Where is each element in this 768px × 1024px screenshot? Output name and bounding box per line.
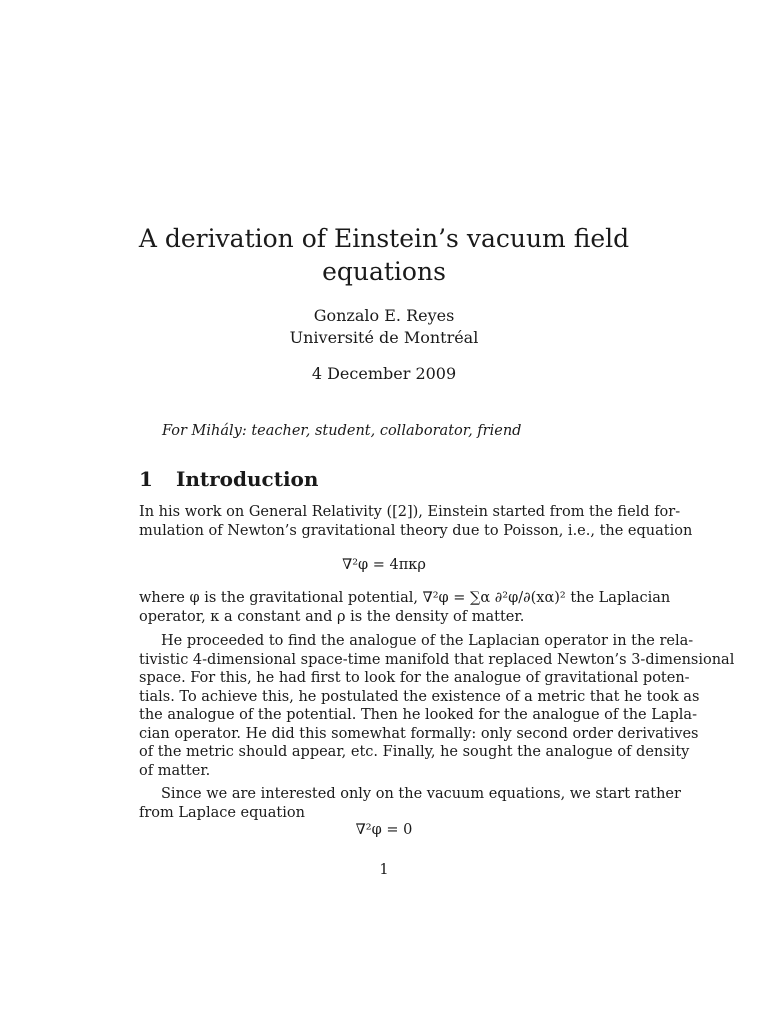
author-affiliation: Université de Montréal [289,328,479,347]
title-line-1: A derivation of Einstein’s vacuum field [138,224,630,253]
paragraph-line: In his work on General Relativity ([2]), Einstein started from the field for- [139,504,681,520]
paragraph-line: tials. To achieve this, he postulated the existence of a metric that he took as [139,688,700,705]
paragraph-line: mulation of Newton’s gravitational theory due to Poisson, i.e., the equation [139,522,693,539]
author-name: Gonzalo E. Reyes [313,306,455,325]
section-title: Introduction [176,467,319,491]
equation-poisson: ∇²φ = 4πκρ [342,557,426,573]
equation-laplace: ∇²φ = 0 [355,822,413,838]
paper-title [0,222,768,288]
paragraph-line: of matter. [139,762,211,779]
paragraph-line: cian operator. He did this somewhat formally: only second order derivatives [139,725,699,742]
paragraph-line: from Laplace equation [139,804,305,821]
dedication: For Mihály: teacher, student, collaborator, friend [162,423,522,439]
paragraph-line: operator, κ a constant and ρ is the density of matter. [139,608,525,625]
title-line-2: equations [322,257,446,286]
paragraph-2 [139,589,671,626]
paragraph-1 [139,503,693,540]
paragraph-line: He proceeded to find the analogue of the Laplacian operator in the rela- [161,633,694,649]
paragraph-line: of the metric should appear, etc. Finally, he sought the analogue of density [139,744,690,760]
paragraph-line: the analogue of the potential. Then he looked for the analogue of the Lapla- [139,707,697,723]
paragraph-line: where φ is the gravitational potential, ∇²φ = ∑α ∂²φ/∂(xα)² the Laplacian [139,590,671,606]
section-heading [139,465,318,493]
paper-date: 4 December 2009 [311,364,457,383]
section-number: 1 [139,467,153,491]
paragraph-line: space. For this, he had first to look for the analogue of gravitational poten- [139,670,690,686]
paragraph-4 [139,785,681,822]
page-number: 1 [379,862,389,878]
author-block [0,305,768,349]
paragraph-line: Since we are interested only on the vacuum equations, we start rather [161,786,681,802]
paragraph-3 [139,632,735,780]
paragraph-line: tivistic 4-dimensional space-time manifold that replaced Newton’s 3-dimensional [139,651,735,668]
